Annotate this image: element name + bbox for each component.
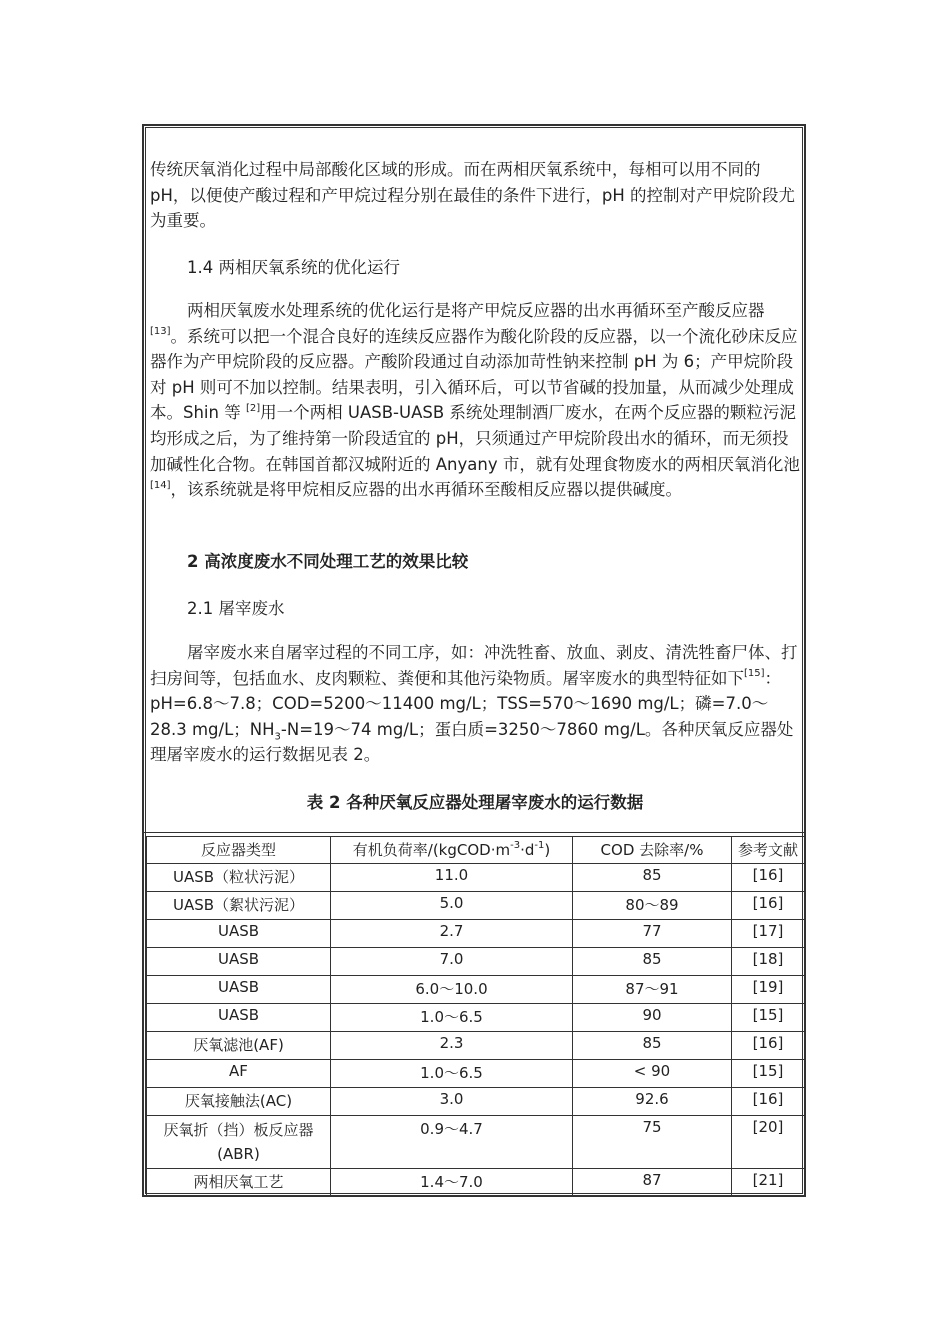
table-header-row — [147, 837, 805, 864]
cell-reference: [16] — [732, 1032, 805, 1060]
section-heading-2: 2 高浓度废水不同处理工艺的效果比较 — [187, 552, 469, 571]
cell-cod-removal: 92.6 — [573, 1088, 732, 1116]
table-row — [147, 892, 805, 920]
table-row — [147, 1060, 805, 1088]
cell-reactor-type: 厌氧接触法(AC) — [147, 1088, 331, 1116]
table-row — [147, 1088, 805, 1116]
cell-organic-load: 7.0 — [331, 948, 573, 976]
table-row — [147, 948, 805, 976]
cell-organic-load: 1.4～7.0 — [331, 1169, 573, 1197]
table-row — [147, 976, 805, 1004]
table-top-rule — [142, 832, 806, 833]
cell-reactor-type: 厌氧折（挡）板反应器(ABR) — [147, 1116, 331, 1169]
cell-cod-removal: 87～91 — [573, 976, 732, 1004]
header-reactor-type: 反应器类型 — [147, 837, 331, 864]
paragraph-3: 屠宰废水来自屠宰过程的不同工序，如：冲洗牲畜、放血、剥皮、清洗牲畜尸体、打扫房间等，包括血水、皮肉颗粒、粪便和其他污染物质。屠宰废水的典型特征如下[15]：pH=6.8～7.8；COD=5200～11400 mg/L；TSS=570～1690 mg/L；磷=7.0～28.3 mg/L；$NH_3-N=19\sim 74$ mg/L；蛋白质=3250～7860 mg/L。各种厌氧反应器处理屠宰废水的运行数据见表 2。 — [150, 643, 798, 765]
cell-reactor-type: UASB（絮状污泥） — [147, 892, 331, 920]
table-row — [147, 1004, 805, 1032]
cell-reference: [15] — [732, 1060, 805, 1088]
cell-cod-removal: 75 — [573, 1116, 732, 1169]
cell-reference: [21] — [732, 1169, 805, 1197]
section-heading-1-4: 1.4 两相厌氧系统的优化运行 — [187, 258, 400, 277]
cell-organic-load: 6.0～10.0 — [331, 976, 573, 1004]
cell-reference: [17] — [732, 920, 805, 948]
paragraph-1 — [150, 157, 800, 234]
citation-13: [13] — [150, 326, 171, 338]
cell-cod-removal: 85 — [573, 948, 732, 976]
cell-cod-removal: 90 — [573, 1004, 732, 1032]
cell-reactor-type: UASB（粒状污泥） — [147, 864, 331, 892]
table-row — [147, 1032, 805, 1060]
cell-reference: [19] — [732, 976, 805, 1004]
paragraph-1-text: 传统厌氧消化过程中局部酸化区域的形成。而在两相厌氧系统中，每相可以用不同的 pH，以便使产酸过程和产甲烷过程分别在最佳的条件下进行，pH 的控制对产甲烷阶段尤为重要。 — [150, 160, 796, 231]
cell-cod-removal: 77 — [573, 920, 732, 948]
table-row — [147, 1116, 805, 1169]
table-row — [147, 920, 805, 948]
cell-reference: [16] — [732, 892, 805, 920]
cell-organic-load: 5.0 — [331, 892, 573, 920]
cell-reactor-type: AF — [147, 1060, 331, 1088]
cell-organic-load: 1.0～6.5 — [331, 1004, 573, 1032]
cell-cod-removal: 87 — [573, 1169, 732, 1197]
table-row — [147, 1169, 805, 1197]
header-organic-load: 有机负荷率$/(kgCOD\cdot m^{-3}\cdot d^{-1})$ — [331, 837, 573, 864]
citation-2: [2] — [245, 402, 261, 414]
cell-organic-load: 3.0 — [331, 1088, 573, 1116]
header-reference: 参考文献 — [732, 837, 805, 864]
cell-cod-removal: 85 — [573, 1032, 732, 1060]
cell-organic-load: 0.9～4.7 — [331, 1116, 573, 1169]
cell-organic-load: 1.0～6.5 — [331, 1060, 573, 1088]
table-row — [147, 864, 805, 892]
cell-reactor-type: UASB — [147, 1004, 331, 1032]
cell-cod-removal: < 90 — [573, 1060, 732, 1088]
data-table — [146, 836, 805, 1197]
cell-reactor-type: 两相厌氧工艺 — [147, 1169, 331, 1197]
cell-cod-removal: 85 — [573, 864, 732, 892]
cell-cod-removal: 80～89 — [573, 892, 732, 920]
cell-organic-load: 2.3 — [331, 1032, 573, 1060]
cell-reference: [15] — [732, 1004, 805, 1032]
cell-organic-load: 11.0 — [331, 864, 573, 892]
cell-reactor-type: 厌氧滤池(AF) — [147, 1032, 331, 1060]
paragraph-2: 两相厌氧废水处理系统的优化运行是将产甲烷反应器的出水再循环至产酸反应器[13]。系统可以把一个混合良好的连续反应器作为酸化阶段的反应器，以一个流化砂床反应器作为产甲烷阶段的反应器。产酸阶段通过自动添加苛性钠来控制 pH 为 6；产甲烷阶段对 pH 则可不加以控制。结果表明，引入循环后，可以节省碱的投加量，从而减少处理成本。Shin 等 [2]用一个两相 UASB-UASB 系统处理制酒厂废水，在两个反应器的颗粒污泥均形成之后，为了维持第一阶段适宜的 pH，只须通过产甲烷阶段出水的循环，而无须投加碱性化合物。在韩国首都汉城附近的 Anyany 市，就有处理食物废水的两相厌氧消化池[14]，该系统就是将甲烷相反应器的出水再循环至酸相反应器以提供碱度。 — [150, 301, 800, 500]
cell-reference: [16] — [732, 1088, 805, 1116]
cell-reference: [18] — [732, 948, 805, 976]
cell-reactor-type: UASB — [147, 920, 331, 948]
cell-reactor-type: UASB — [147, 976, 331, 1004]
citation-14: [14] — [150, 479, 171, 491]
cell-organic-load: 2.7 — [331, 920, 573, 948]
cell-reactor-type: UASB — [147, 948, 331, 976]
table-caption: 表 2 各种厌氧反应器处理屠宰废水的运行数据 — [306, 793, 644, 812]
cell-reference: [20] — [732, 1116, 805, 1169]
cell-reference: [16] — [732, 864, 805, 892]
section-heading-2-1: 2.1 屠宰废水 — [187, 599, 285, 618]
header-cod-removal: COD 去除率/% — [573, 837, 732, 864]
citation-15: [15] — [744, 668, 765, 680]
